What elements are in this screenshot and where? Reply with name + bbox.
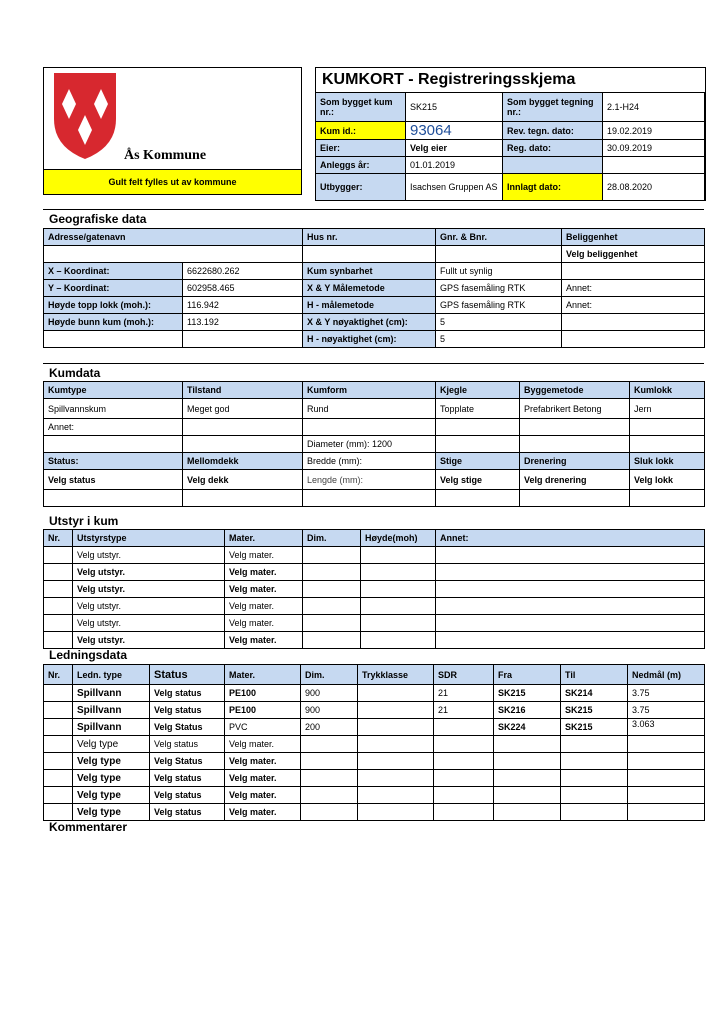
entered-date-value[interactable]: 28.08.2020: [603, 174, 705, 201]
developer-label: Utbygger:: [316, 174, 406, 201]
empty-cell: [436, 436, 520, 453]
equipment-nr-header: Nr.: [44, 530, 73, 547]
pipe-status-select[interactable]: Velg status: [150, 685, 225, 702]
equipment-type-select[interactable]: Velg utstyr.: [73, 598, 225, 615]
empty-cell: [303, 490, 436, 507]
geo-rule: [43, 209, 704, 210]
yellow-note: Gult felt fylles ut av kommune: [44, 169, 301, 194]
equipment-section-title: Utstyr i kum: [49, 514, 119, 528]
equipment-other-cell[interactable]: [436, 564, 705, 581]
empty-cell: [436, 490, 520, 507]
drainage-header: Drenering: [520, 453, 630, 470]
geo-row-extra[interactable]: Annet:: [562, 280, 705, 297]
pipe-status-select[interactable]: Velg status: [150, 770, 225, 787]
geo-row-label: X – Koordinat:: [44, 263, 183, 280]
pipe-to-cell[interactable]: [561, 770, 628, 787]
pipe-status-select[interactable]: Velg Status: [150, 719, 225, 736]
pipe-from-cell[interactable]: SK215: [494, 685, 561, 702]
geo-row-label: Høyde topp lokk (moh.):: [44, 297, 183, 314]
pipe-to-cell[interactable]: [561, 787, 628, 804]
rev-date-value[interactable]: 19.02.2019: [603, 122, 705, 140]
ladder-select[interactable]: Velg stige: [436, 470, 520, 490]
equipment-dim-cell[interactable]: [303, 615, 361, 632]
geo-row-value[interactable]: 116.942: [183, 297, 303, 314]
pipe-dim-cell[interactable]: [301, 787, 358, 804]
lid-select[interactable]: Jern: [630, 399, 705, 419]
lid-header: Kumlokk: [630, 382, 705, 399]
pipe-pressure-class-cell[interactable]: [358, 804, 434, 821]
geo-row-value[interactable]: 113.192: [183, 314, 303, 331]
location-header: Beliggenhet: [562, 229, 705, 246]
pipe-to-cell[interactable]: SK215: [561, 719, 628, 736]
empty-cell: [183, 436, 303, 453]
entered-date-label: Innlagt dato:: [503, 174, 603, 201]
kum-table: [43, 381, 705, 507]
equipment-material-select[interactable]: Velg mater.: [225, 547, 303, 564]
pipe-material-header: Mater.: [225, 665, 301, 685]
equipment-table: [43, 529, 705, 649]
pipe-pressure-class-cell[interactable]: [358, 753, 434, 770]
equipment-other-cell[interactable]: [436, 598, 705, 615]
pipe-dim-cell[interactable]: 900: [301, 702, 358, 719]
pipe-type-select[interactable]: Velg type: [73, 736, 150, 753]
equipment-other-cell[interactable]: [436, 615, 705, 632]
reg-date-value[interactable]: 30.09.2019: [603, 140, 705, 157]
empty-cell: [436, 419, 520, 436]
build-method-header: Byggemetode: [520, 382, 630, 399]
pipe-type-select[interactable]: Velg type: [73, 753, 150, 770]
empty-header-cell: [503, 157, 603, 174]
diameter-field[interactable]: Diameter (mm): 1200: [303, 436, 436, 453]
pipe-material-select[interactable]: PVC: [225, 719, 301, 736]
geo-table: [43, 228, 705, 348]
form-title: KUMKORT - Registreringsskjema: [316, 68, 705, 93]
equipment-material-select[interactable]: Velg mater.: [225, 615, 303, 632]
municipality-name: Ås Kommune: [124, 148, 207, 163]
pipe-nr-header: Nr.: [44, 665, 73, 685]
equipment-type-select[interactable]: Velg utstyr.: [73, 581, 225, 598]
equipment-height-cell[interactable]: [361, 598, 436, 615]
pipe-material-select[interactable]: Velg mater.: [225, 770, 301, 787]
kum-id-value[interactable]: 93064: [406, 122, 503, 140]
owner-label: Eier:: [316, 140, 406, 157]
equipment-nr-cell[interactable]: [44, 581, 73, 598]
pipe-depth-header: Nedmål (m): [628, 665, 705, 685]
reg-date-label: Reg. dato:: [503, 140, 603, 157]
pipe-material-select[interactable]: Velg mater.: [225, 736, 301, 753]
pipe-type-select[interactable]: Spillvann: [73, 702, 150, 719]
pipe-from-cell[interactable]: SK216: [494, 702, 561, 719]
pipe-nr-cell[interactable]: [44, 753, 73, 770]
equipment-other-cell[interactable]: [436, 581, 705, 598]
geo-row-label: Høyde bunn kum (moh.):: [44, 314, 183, 331]
form-header: [315, 67, 706, 201]
condition-header: Tilstand: [183, 382, 303, 399]
geo-row-label: X & Y nøyaktighet (cm):: [303, 314, 436, 331]
equipment-dim-header: Dim.: [303, 530, 361, 547]
middle-deck-header: Mellomdekk: [183, 453, 303, 470]
equipment-height-cell[interactable]: [361, 547, 436, 564]
pipe-sdr-cell[interactable]: 21: [434, 702, 494, 719]
equipment-material-header: Mater.: [225, 530, 303, 547]
pipe-from-cell[interactable]: [494, 753, 561, 770]
comments-title: Kommentarer: [49, 820, 128, 834]
pipe-dim-header: Dim.: [301, 665, 358, 685]
pipe-pressure-class-header: Trykklasse: [358, 665, 434, 685]
gully-lid-select[interactable]: Velg lokk: [630, 470, 705, 490]
empty-cell: [520, 490, 630, 507]
geo-row-value[interactable]: 5: [436, 314, 562, 331]
coat-of-arms-icon: [52, 71, 118, 161]
geo-row-label: H - nøyaktighet (cm):: [303, 331, 436, 348]
built-drawing-no-value[interactable]: 2.1-H24: [603, 93, 705, 122]
equipment-other-header: Annet:: [436, 530, 705, 547]
pipe-sdr-cell[interactable]: [434, 787, 494, 804]
pipe-from-cell[interactable]: [494, 736, 561, 753]
pipe-status-select[interactable]: Velg status: [150, 736, 225, 753]
pipe-nr-cell[interactable]: [44, 787, 73, 804]
pipe-dim-cell[interactable]: [301, 736, 358, 753]
empty-cell: [44, 490, 183, 507]
pipe-type-select[interactable]: Spillvann: [73, 685, 150, 702]
equipment-type-select[interactable]: Velg utstyr.: [73, 632, 225, 649]
cone-header: Kjegle: [436, 382, 520, 399]
pipe-sdr-cell[interactable]: [434, 804, 494, 821]
pipe-depth-cell[interactable]: 3.75: [628, 702, 705, 719]
empty-cell: [630, 419, 705, 436]
pipe-to-cell[interactable]: SK214: [561, 685, 628, 702]
logo-panel: [43, 67, 302, 195]
pipe-depth-cell[interactable]: [628, 787, 705, 804]
equipment-nr-cell[interactable]: [44, 615, 73, 632]
pipe-depth-cell[interactable]: [628, 804, 705, 821]
width-field[interactable]: Bredde (mm):: [303, 453, 436, 470]
shape-select[interactable]: Rund: [303, 399, 436, 419]
equipment-material-select[interactable]: Velg mater.: [225, 581, 303, 598]
pipe-dim-cell[interactable]: 900: [301, 685, 358, 702]
pipe-material-select[interactable]: PE100: [225, 702, 301, 719]
pipe-sdr-cell[interactable]: [434, 753, 494, 770]
pipe-depth-cell[interactable]: [628, 753, 705, 770]
pipe-to-header: Til: [561, 665, 628, 685]
empty-cell: [520, 436, 630, 453]
pipe-sdr-cell[interactable]: [434, 719, 494, 736]
pipe-type-header: Ledn. type: [73, 665, 150, 685]
pipe-nr-cell[interactable]: [44, 702, 73, 719]
equipment-height-cell[interactable]: [361, 632, 436, 649]
pipe-from-cell[interactable]: [494, 787, 561, 804]
construction-year-label: Anleggs år:: [316, 157, 406, 174]
pipe-status-select[interactable]: Velg status: [150, 787, 225, 804]
address-header: Adresse/gatenavn: [44, 229, 303, 246]
built-manhole-no-value[interactable]: SK215: [406, 93, 503, 122]
construction-year-value[interactable]: 01.01.2019: [406, 157, 503, 174]
geo-row-extra: [562, 314, 705, 331]
empty-cell: [520, 419, 630, 436]
equipment-height-cell[interactable]: [361, 581, 436, 598]
equipment-type-select[interactable]: Velg utstyr.: [73, 615, 225, 632]
kum-section-title: Kumdata: [49, 366, 101, 380]
geo-row-label: X & Y Målemetode: [303, 280, 436, 297]
pipe-to-cell[interactable]: [561, 804, 628, 821]
equipment-material-select[interactable]: Velg mater.: [225, 632, 303, 649]
pipe-status-select[interactable]: Velg Status: [150, 753, 225, 770]
geo-row-empty: [183, 331, 303, 348]
pipe-from-cell[interactable]: SK224: [494, 719, 561, 736]
geo-row-extra: [562, 331, 705, 348]
equipment-other-cell[interactable]: [436, 547, 705, 564]
equipment-material-select[interactable]: Velg mater.: [225, 598, 303, 615]
build-method-select[interactable]: Prefabrikert Betong: [520, 399, 630, 419]
rev-date-label: Rev. tegn. dato:: [503, 122, 603, 140]
equipment-height-cell[interactable]: [361, 564, 436, 581]
pipe-sdr-cell[interactable]: 21: [434, 685, 494, 702]
cone-select[interactable]: Topplate: [436, 399, 520, 419]
pipe-nr-cell[interactable]: [44, 719, 73, 736]
equipment-nr-cell[interactable]: [44, 547, 73, 564]
kumtype-header: Kumtype: [44, 382, 183, 399]
pipe-type-select[interactable]: Velg type: [73, 770, 150, 787]
house-no-field[interactable]: [303, 246, 436, 263]
geo-row-label: Kum synbarhet: [303, 263, 436, 280]
pipe-pressure-class-cell[interactable]: [358, 702, 434, 719]
drainage-select[interactable]: Velg drenering: [520, 470, 630, 490]
pipe-to-cell[interactable]: [561, 753, 628, 770]
equipment-dim-cell[interactable]: [303, 598, 361, 615]
geo-row-value[interactable]: Fullt ut synlig: [436, 263, 562, 280]
pipe-dim-cell[interactable]: 200: [301, 719, 358, 736]
kum-rule: [43, 363, 704, 364]
built-manhole-no-label: Som bygget kum nr.:: [316, 93, 406, 122]
equipment-dim-cell[interactable]: [303, 632, 361, 649]
geo-row-label: H - målemetode: [303, 297, 436, 314]
empty-cell: [303, 419, 436, 436]
gnr-bnr-header: Gnr. & Bnr.: [436, 229, 562, 246]
geo-row-empty: [44, 331, 183, 348]
pipe-status-select[interactable]: Velg status: [150, 804, 225, 821]
equipment-height-header: Høyde(moh): [361, 530, 436, 547]
address-field[interactable]: [44, 246, 303, 263]
empty-cell: [44, 436, 183, 453]
status-header: Status:: [44, 453, 183, 470]
pipe-status-header: Status: [150, 665, 225, 685]
equipment-dim-cell[interactable]: [303, 547, 361, 564]
equipment-dim-cell[interactable]: [303, 581, 361, 598]
ladder-header: Stige: [436, 453, 520, 470]
equipment-type-select[interactable]: Velg utstyr.: [73, 547, 225, 564]
middle-deck-select[interactable]: Velg dekk: [183, 470, 303, 490]
pipe-nr-cell[interactable]: [44, 770, 73, 787]
pipe-pressure-class-cell[interactable]: [358, 719, 434, 736]
pipe-table: [43, 664, 705, 821]
pipe-depth-cell[interactable]: 3.75: [628, 685, 705, 702]
pipe-pressure-class-cell[interactable]: [358, 770, 434, 787]
gully-lid-header: Sluk lokk: [630, 453, 705, 470]
pipe-material-select[interactable]: Velg mater.: [225, 804, 301, 821]
pipe-sdr-cell[interactable]: [434, 770, 494, 787]
empty-cell: [183, 419, 303, 436]
pipe-to-cell[interactable]: SK215: [561, 702, 628, 719]
pipe-material-select[interactable]: Velg mater.: [225, 787, 301, 804]
pipe-material-select[interactable]: Velg mater.: [225, 753, 301, 770]
equipment-material-select[interactable]: Velg mater.: [225, 564, 303, 581]
equipment-type-select[interactable]: Velg utstyr.: [73, 564, 225, 581]
gnr-bnr-field[interactable]: [436, 246, 562, 263]
geo-section-title: Geografiske data: [49, 212, 147, 226]
pipe-type-select[interactable]: Spillvann: [73, 719, 150, 736]
equipment-nr-cell[interactable]: [44, 598, 73, 615]
owner-select[interactable]: Velg eier: [406, 140, 503, 157]
pipe-sdr-header: SDR: [434, 665, 494, 685]
pipe-dim-cell[interactable]: [301, 753, 358, 770]
pipe-sdr-cell[interactable]: [434, 736, 494, 753]
geo-row-label: Y – Koordinat:: [44, 280, 183, 297]
length-field[interactable]: Lengde (mm):: [303, 470, 436, 490]
equipment-other-cell[interactable]: [436, 632, 705, 649]
built-drawing-no-label: Som bygget tegning nr.:: [503, 93, 603, 122]
pipe-status-select[interactable]: Velg status: [150, 702, 225, 719]
kumtype-select[interactable]: Spillvannskum: [44, 399, 183, 419]
equipment-type-header: Utstyrstype: [73, 530, 225, 547]
geo-row-value[interactable]: GPS fasemåling RTK: [436, 297, 562, 314]
equipment-nr-cell[interactable]: [44, 632, 73, 649]
kumtype-other-field[interactable]: Annet:: [44, 419, 183, 436]
equipment-dim-cell[interactable]: [303, 564, 361, 581]
geo-row-value[interactable]: 5: [436, 331, 562, 348]
equipment-height-cell[interactable]: [361, 615, 436, 632]
pipe-pressure-class-cell[interactable]: [358, 736, 434, 753]
geo-row-extra[interactable]: [562, 263, 705, 280]
status-select[interactable]: Velg status: [44, 470, 183, 490]
pipe-nr-cell[interactable]: [44, 736, 73, 753]
pipe-depth-cell[interactable]: [628, 736, 705, 753]
empty-cell: [630, 436, 705, 453]
pipe-from-cell[interactable]: [494, 804, 561, 821]
equipment-nr-cell[interactable]: [44, 564, 73, 581]
geo-row-value[interactable]: GPS fasemåling RTK: [436, 280, 562, 297]
house-no-header: Hus nr.: [303, 229, 436, 246]
empty-cell: [630, 490, 705, 507]
pipe-to-cell[interactable]: [561, 736, 628, 753]
shape-header: Kumform: [303, 382, 436, 399]
pipe-section-title: Ledningsdata: [49, 648, 128, 662]
pipe-depth-cell[interactable]: 3.063: [628, 719, 705, 736]
empty-cell: [603, 157, 705, 174]
comments-area[interactable]: [43, 836, 704, 986]
pipe-pressure-class-cell[interactable]: [358, 787, 434, 804]
geo-row-value[interactable]: 6622680.262: [183, 263, 303, 280]
pipe-depth-cell[interactable]: [628, 770, 705, 787]
pipe-type-select[interactable]: Velg type: [73, 804, 150, 821]
pipe-dim-cell[interactable]: [301, 804, 358, 821]
pipe-pressure-class-cell[interactable]: [358, 685, 434, 702]
pipe-nr-cell[interactable]: [44, 804, 73, 821]
pipe-from-cell[interactable]: [494, 770, 561, 787]
pipe-nr-cell[interactable]: [44, 685, 73, 702]
location-select[interactable]: Velg beliggenhet: [562, 246, 705, 263]
geo-row-value[interactable]: 602958.465: [183, 280, 303, 297]
kum-id-label: Kum id.:: [316, 122, 406, 140]
pipe-material-select[interactable]: PE100: [225, 685, 301, 702]
pipe-dim-cell[interactable]: [301, 770, 358, 787]
pipe-type-select[interactable]: Velg type: [73, 787, 150, 804]
empty-cell: [183, 490, 303, 507]
geo-row-extra[interactable]: Annet:: [562, 297, 705, 314]
pipe-from-header: Fra: [494, 665, 561, 685]
condition-select[interactable]: Meget god: [183, 399, 303, 419]
developer-value[interactable]: Isachsen Gruppen AS: [406, 174, 503, 201]
